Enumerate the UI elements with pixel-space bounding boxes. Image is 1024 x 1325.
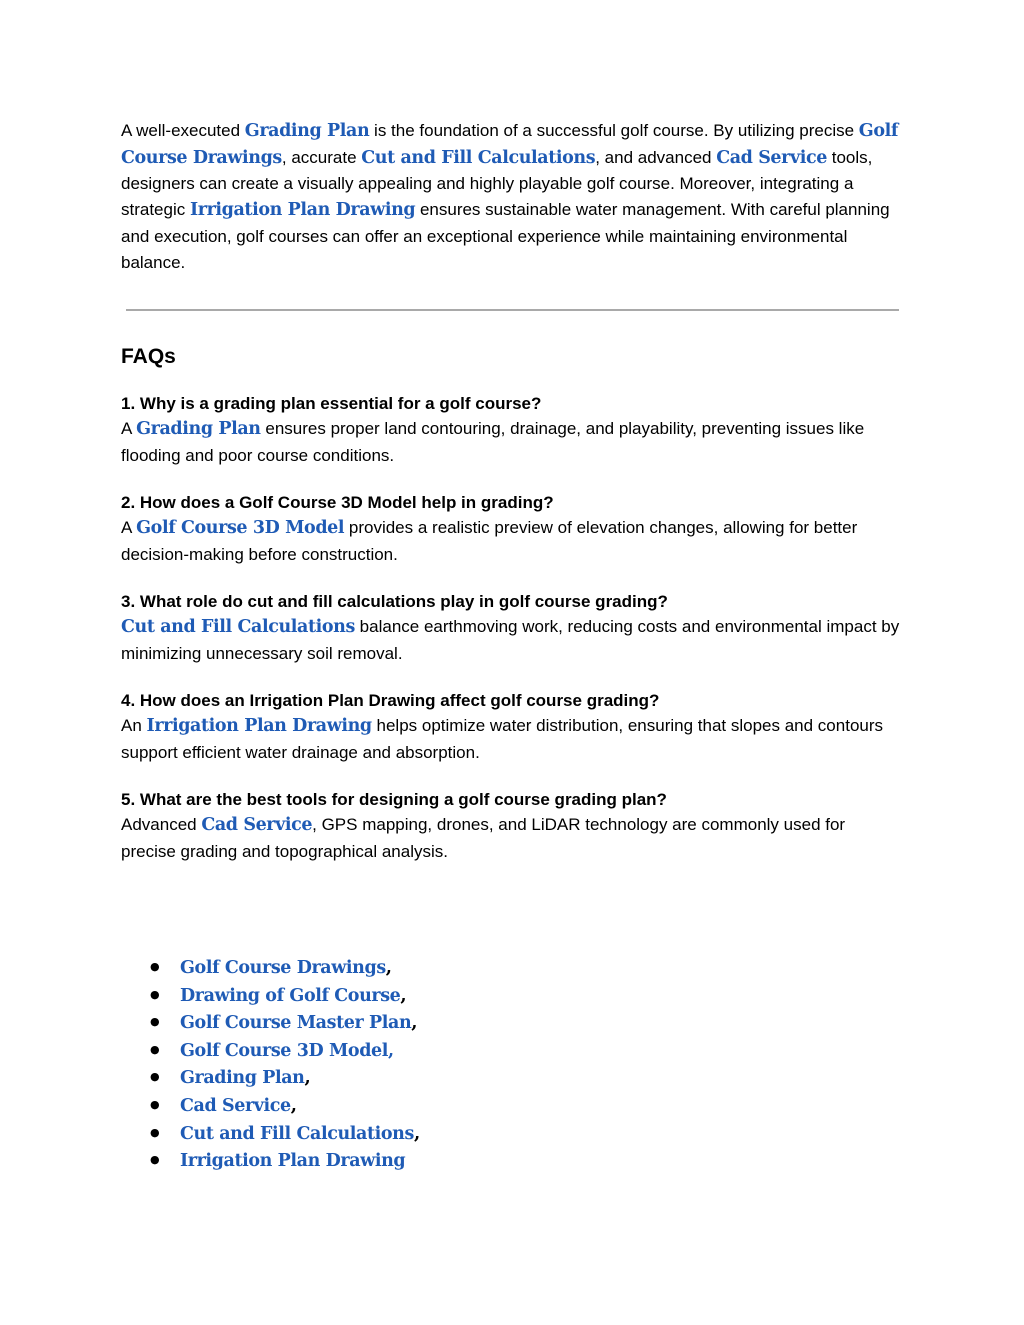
intro-text-2: is the foundation of a successful golf course. By utilizing precise — [369, 121, 859, 140]
link-grading-plan[interactable]: Grading Plan — [244, 121, 370, 141]
faq-answer — [121, 515, 901, 567]
tag-separator: , — [400, 984, 407, 1006]
list-item — [150, 1009, 420, 1037]
link-cut-and-fill[interactable]: Cut and Fill Calculations — [361, 147, 596, 168]
faq-question: 3. What role do cut and fill calculations play in golf course grading? — [121, 592, 668, 612]
faq-question: 1. Why is a grading plan essential for a golf course? — [121, 394, 542, 414]
faq-answer-post: balance earthmoving work, reducing costs and environmental impact by minimizing unnecessary soil removal. — [121, 617, 900, 663]
tag-link[interactable]: Cad Service — [180, 1095, 291, 1116]
faq-question: 2. How does a Golf Course 3D Model help in grading? — [121, 493, 554, 513]
tag-link[interactable]: Golf Course 3D Model, — [180, 1040, 394, 1061]
list-item — [150, 954, 420, 982]
list-item — [150, 1147, 420, 1175]
faq-answer-link[interactable]: Cut and Fill Calculations — [121, 617, 355, 638]
tag-link[interactable]: Grading Plan — [180, 1068, 305, 1089]
tag-separator: , — [411, 1012, 418, 1034]
list-item — [150, 1092, 420, 1120]
list-item — [150, 982, 420, 1010]
intro-text-5: tools, designers can create a visually appealing and highly playable golf course. Moreover, integrating a strategic — [121, 147, 873, 220]
faq-answer-pre: A — [121, 419, 137, 439]
intro-text-1: A well-executed — [121, 121, 245, 140]
faq-answer — [121, 416, 901, 468]
faq-answer-post: provides a realistic preview of elevation changes, allowing for better decision-making before construction. — [121, 518, 858, 564]
tag-link[interactable]: Golf Course Master Plan — [180, 1013, 412, 1034]
related-links-list — [150, 954, 420, 1175]
link-irrigation-plan[interactable]: Irrigation Plan Drawing — [189, 200, 416, 221]
tag-separator: , — [413, 1122, 421, 1144]
tag-link[interactable]: Cut and Fill Calculations — [180, 1123, 414, 1144]
content-column — [121, 118, 901, 864]
tag-link[interactable]: Irrigation Plan Drawing — [180, 1151, 406, 1172]
list-item — [150, 1064, 420, 1092]
link-golf-course-drawings[interactable]: Golf Course Drawings — [121, 121, 898, 168]
faq-answer-link[interactable]: Golf Course 3D Model — [136, 518, 345, 539]
intro-text-6: ensures sustainable water management. With careful planning and execution, golf courses can offer an exceptional experience while maintaining environmental balance. — [121, 200, 890, 272]
faq-answer-pre: An — [121, 716, 147, 736]
faq-item-2 — [121, 490, 901, 567]
section-divider — [126, 309, 899, 311]
faq-answer — [121, 614, 901, 666]
faq-item-3 — [121, 589, 901, 666]
faq-answer-pre: A — [121, 518, 137, 538]
faq-answer-post: helps optimize water distribution, ensuring that slopes and contours support efficient water drainage and absorption. — [121, 716, 884, 762]
tag-separator: , — [304, 1067, 311, 1089]
faq-item-1 — [121, 391, 901, 468]
intro-text-4: , and advanced — [595, 147, 717, 167]
faq-answer-pre: Advanced — [121, 815, 202, 835]
intro-paragraph — [121, 118, 901, 275]
faq-answer — [121, 812, 901, 864]
list-item — [150, 1037, 420, 1065]
faq-answer — [121, 713, 901, 765]
tag-link[interactable]: Drawing of Golf Course — [180, 985, 401, 1006]
list-item — [150, 1120, 420, 1148]
tag-separator: , — [290, 1094, 298, 1116]
link-cad-service[interactable]: Cad Service — [716, 147, 827, 168]
intro-text-3: , accurate — [281, 147, 362, 167]
tag-link[interactable]: Golf Course Drawings — [180, 958, 386, 978]
faq-answer-post: ensures proper land contouring, drainage, and playability, preventing issues like flooding and poor course conditions. — [121, 419, 865, 465]
tag-separator: , — [385, 957, 393, 978]
faq-question: 5. What are the best tools for designing a golf course grading plan? — [121, 790, 667, 810]
faq-answer-post: , GPS mapping, drones, and LiDAR technology are commonly used for precise grading and topographical analysis. — [121, 815, 846, 861]
faq-answer-link[interactable]: Cad Service — [201, 815, 313, 836]
faq-item-4 — [121, 688, 901, 765]
faq-item-5 — [121, 787, 901, 864]
faq-answer-link[interactable]: Irrigation Plan Drawing — [146, 716, 372, 737]
faq-answer-link[interactable]: Grading Plan — [136, 419, 261, 440]
faq-heading: FAQs — [121, 345, 176, 369]
faq-question: 4. How does an Irrigation Plan Drawing affect golf course grading? — [121, 691, 660, 711]
